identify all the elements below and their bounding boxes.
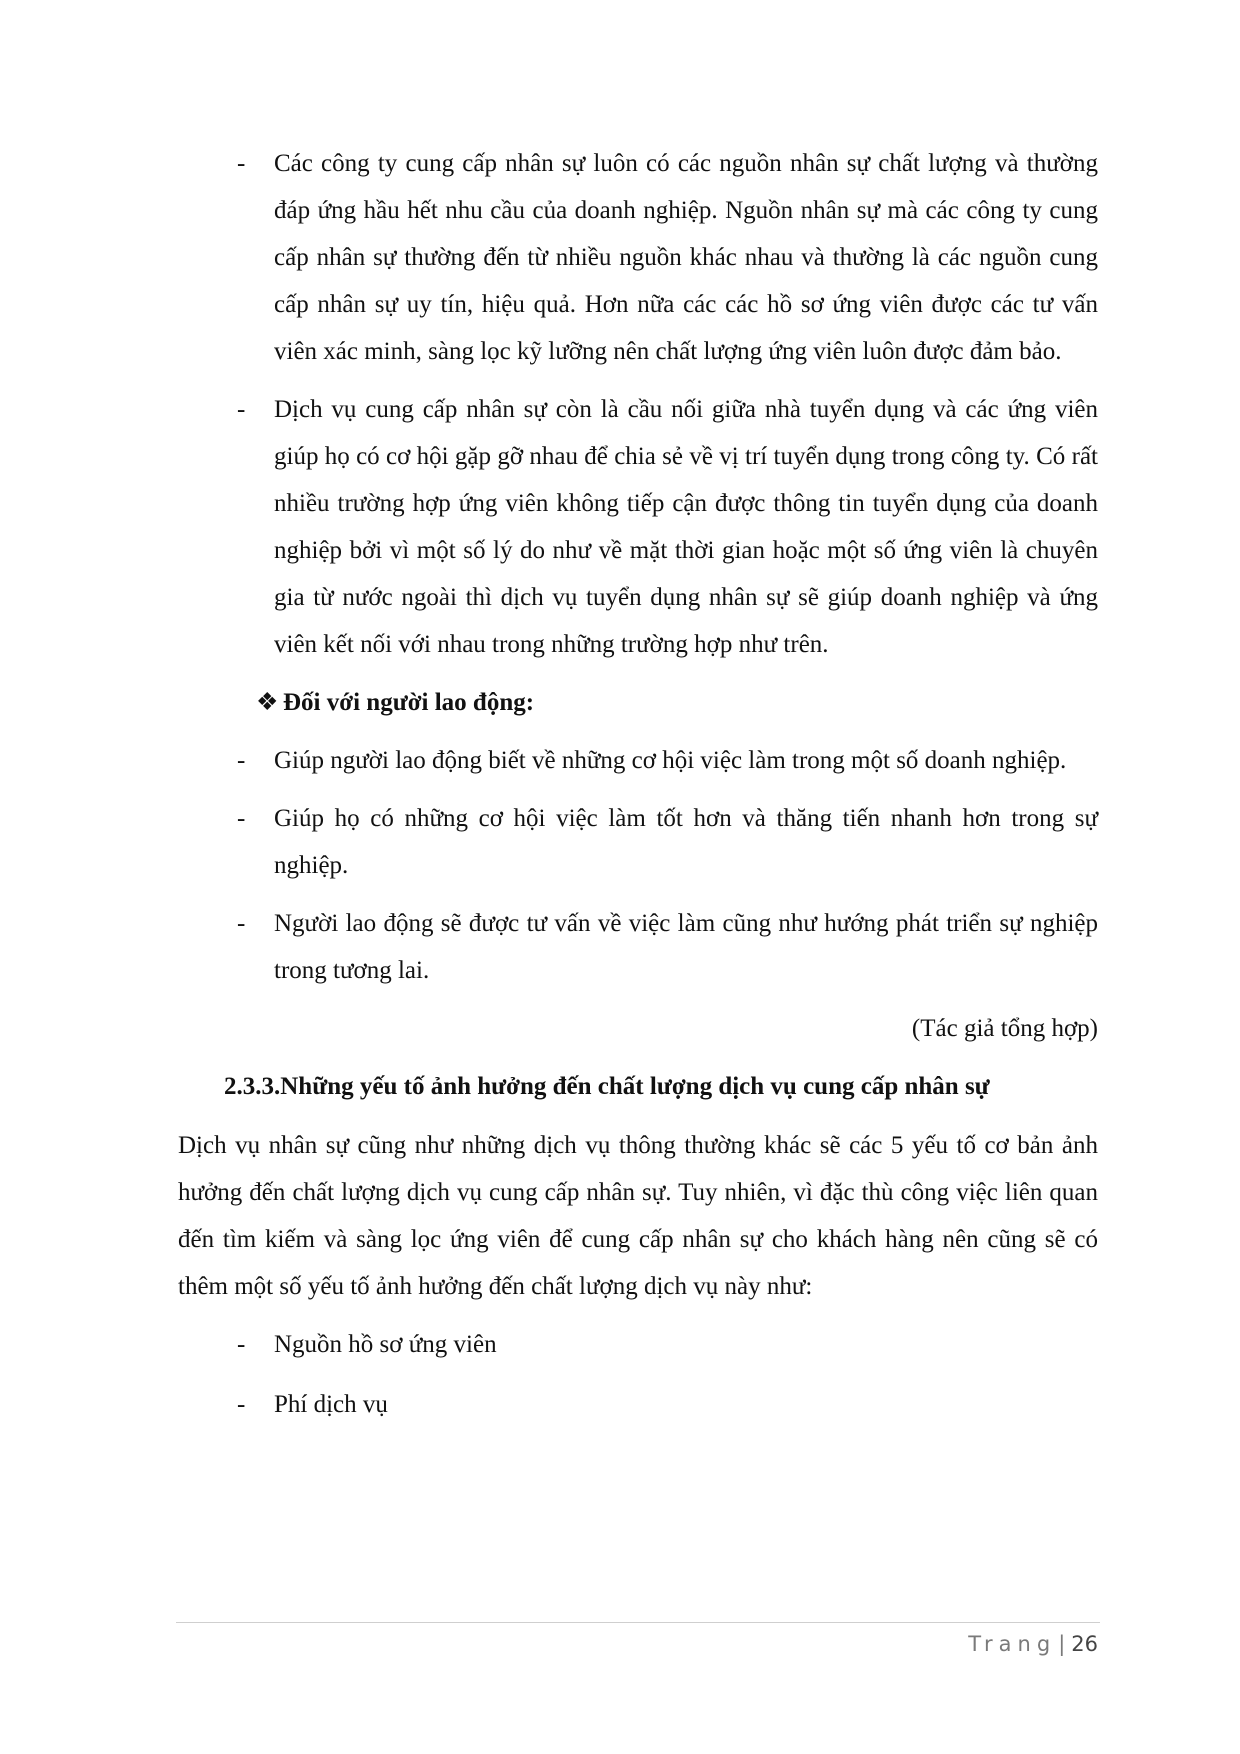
- dash-bullet-icon: -: [237, 150, 246, 177]
- list-item-text: Phí dịch vụ: [274, 1391, 388, 1418]
- diamond-bullet-icon: ❖: [256, 689, 279, 716]
- list-item-text: Giúp người lao động biết về những cơ hội việc làm trong một số doanh nghiệp.: [274, 747, 1067, 774]
- list-item: [178, 900, 1098, 994]
- page-footer: [968, 1632, 1098, 1656]
- dash-bullet-icon: -: [237, 747, 246, 774]
- page-content: [178, 140, 1098, 1441]
- list-item: [178, 386, 1098, 668]
- section-paragraph: Dịch vụ nhân sự cũng như những dịch vụ thông thường khác sẽ các 5 yếu tố cơ bản ảnh hưởng đến chất lượng dịch vụ cung cấp nhân sự. Tuy nhiên, vì đặc thù công việc liên quan đến tìm kiếm và sàng lọc ứng viên để cung cấp nhân sự cho khách hàng nên cũng sẽ có thêm một số yếu tố ảnh hưởng đến chất lượng dịch vụ này như:: [178, 1132, 1098, 1300]
- source-note: (Tác giả tổng hợp): [911, 1015, 1098, 1042]
- list-item-text: Nguồn hồ sơ ứng viên: [274, 1331, 497, 1358]
- list-item: [178, 1321, 1098, 1368]
- list-item-text: Giúp họ có những cơ hội việc làm tốt hơn và thăng tiến nhanh hơn trong sự nghiệp.: [274, 805, 1098, 879]
- dash-bullet-icon: -: [237, 910, 246, 937]
- list-item-text: Các công ty cung cấp nhân sự luôn có các nguồn nhân sự chất lượng và thường đáp ứng hầu hết nhu cầu của doanh nghiệp. Nguồn nhân sự mà các công ty cung cấp nhân sự thường đến từ nhiều nguồn khác nhau và thường là các nguồn cung cấp nhân sự uy tín, hiệu quả. Hơn nữa các các hồ sơ ứng viên được các tư vấn viên xác minh, sàng lọc kỹ lưỡng nên chất lượng ứng viên luôn được đảm bảo.: [274, 150, 1098, 365]
- dash-bullet-icon: -: [237, 1331, 246, 1358]
- list-item: [178, 795, 1098, 889]
- subheading-text: Đối với người lao động:: [283, 689, 535, 716]
- list-item-text: Người lao động sẽ được tư vấn về việc làm cũng như hướng phát triển sự nghiệp trong tương lai.: [274, 910, 1098, 984]
- list-item: [178, 1381, 1098, 1428]
- dash-bullet-icon: -: [237, 396, 246, 423]
- subheading-worker: [178, 679, 1098, 726]
- section-title: 2.3.3.Những yếu tố ảnh hưởng đến chất lượng dịch vụ cung cấp nhân sự: [224, 1073, 990, 1100]
- page-number: 26: [1071, 1632, 1098, 1656]
- footer-divider: [176, 1622, 1100, 1623]
- list-item: [178, 140, 1098, 375]
- footer-page-label: Trang: [968, 1632, 1057, 1656]
- footer-separator: |: [1058, 1632, 1066, 1656]
- dash-bullet-icon: -: [237, 805, 246, 832]
- list-item-text: Dịch vụ cung cấp nhân sự còn là cầu nối giữa nhà tuyển dụng và các ứng viên giúp họ có cơ hội gặp gỡ nhau để chia sẻ về vị trí tuyển dụng trong công ty. Có rất nhiều trường hợp ứng viên không tiếp cận được thông tin tuyển dụng của doanh nghiệp bởi vì một số lý do như về mặt thời gian hoặc một số ứng viên là chuyên gia từ nước ngoài thì dịch vụ tuyển dụng nhân sự sẽ giúp doanh nghiệp và ứng viên kết nối với nhau trong những trường hợp như trên.: [274, 396, 1098, 658]
- dash-bullet-icon: -: [237, 1391, 246, 1418]
- list-item: [178, 737, 1098, 784]
